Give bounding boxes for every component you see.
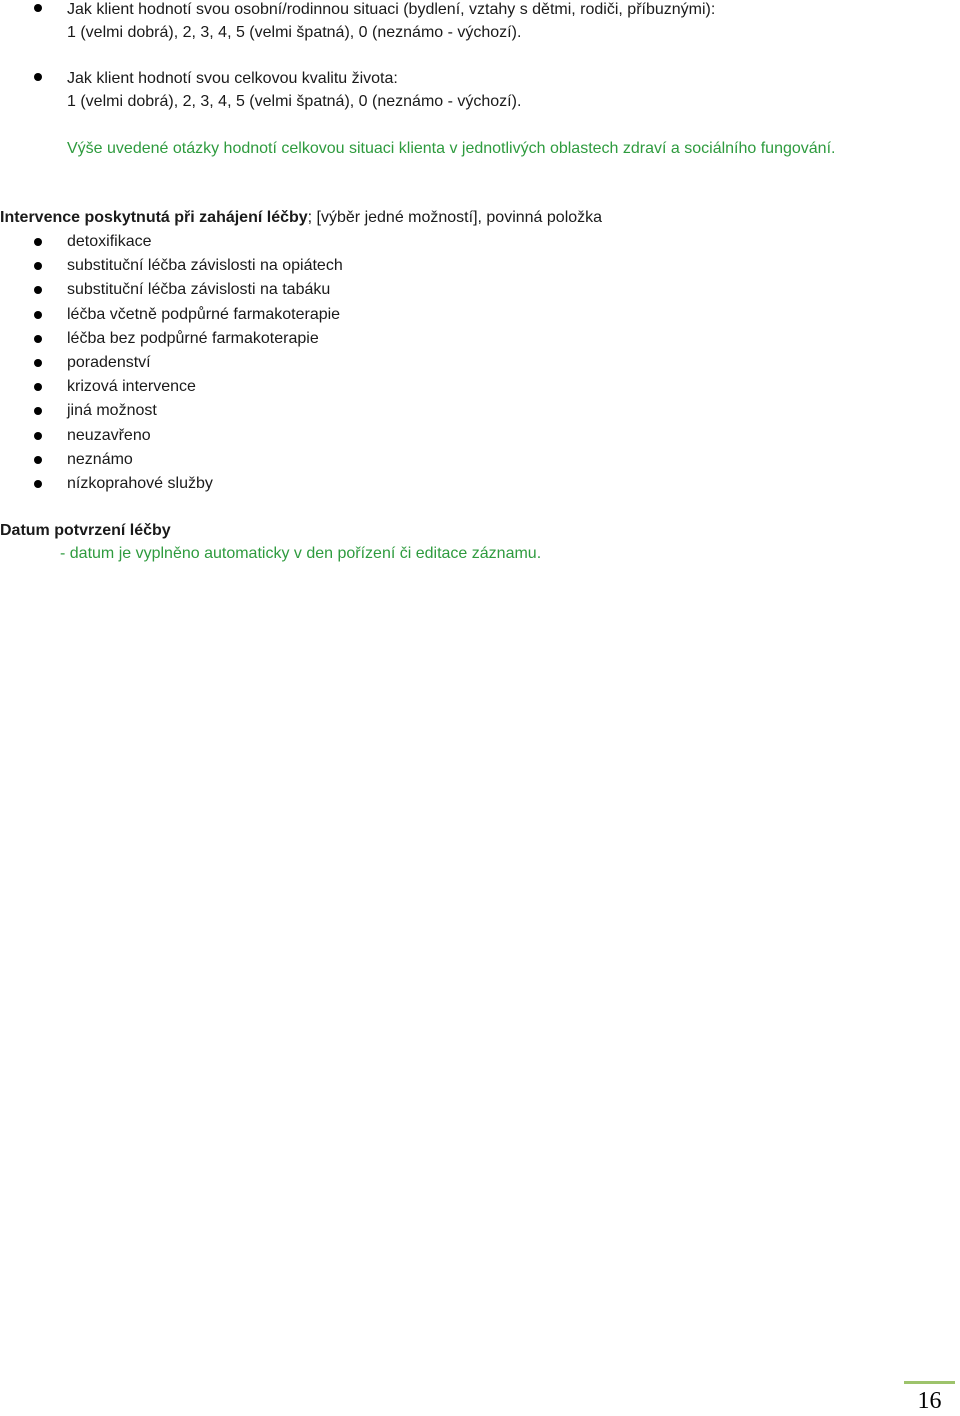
bullet-icon — [34, 480, 42, 488]
question-scale: 1 (velmi dobrá), 2, 3, 4, 5 (velmi špatná), 0 (neznámo - výchozí). — [67, 24, 522, 41]
intervention-spec: ; [výběr jedné možností], povinná položka — [307, 209, 603, 226]
question-scale: 1 (velmi dobrá), 2, 3, 4, 5 (velmi špatná), 0 (neznámo - výchozí). — [67, 93, 522, 110]
datum-heading: Datum potvrzení léčby — [0, 522, 171, 539]
list-item: jiná možnost — [0, 399, 343, 423]
bullet-icon — [34, 359, 42, 367]
bullet-icon — [34, 383, 42, 391]
bullet-icon — [34, 238, 42, 246]
question-text: Jak klient hodnotí svou osobní/rodinnou situaci (bydlení, vztahy s dětmi, rodiči, příbuznými): — [67, 1, 716, 18]
page-number-rule — [904, 1381, 955, 1384]
list-item: substituční léčba závislosti na opiátech — [0, 254, 343, 278]
questions-note: Výše uvedené otázky hodnotí celkovou situaci klienta v jednotlivých oblastech zdraví a sociálního fungování. — [67, 140, 836, 157]
bullet-icon — [34, 73, 42, 81]
list-item: léčba včetně podpůrné farmakoterapie — [0, 303, 343, 327]
list-item: detoxifikace — [0, 230, 343, 254]
list-item: neuzavřeno — [0, 424, 343, 448]
list-item: nízkoprahové služby — [0, 472, 343, 496]
page-number: 16 — [917, 1388, 942, 1414]
intervention-heading — [0, 206, 602, 230]
bullet-icon — [34, 432, 42, 440]
list-item: léčba bez podpůrné farmakoterapie — [0, 327, 343, 351]
bullet-icon — [34, 456, 42, 464]
bullet-icon — [34, 4, 42, 12]
list-item: neznámo — [0, 448, 343, 472]
bullet-icon — [34, 407, 42, 415]
bullet-icon — [34, 262, 42, 270]
question-text: Jak klient hodnotí svou celkovou kvalitu života: — [67, 70, 398, 87]
bullet-icon — [34, 311, 42, 319]
question-quality-of-life — [0, 67, 940, 113]
intervention-options — [0, 230, 343, 496]
bullet-icon — [34, 286, 42, 294]
intervention-title: Intervence poskytnutá při zahájení léčby — [0, 209, 308, 226]
list-item: substituční léčba závislosti na tabáku — [0, 278, 343, 302]
list-item: poradenství — [0, 351, 343, 375]
question-personal-situation — [0, 0, 940, 44]
datum-note: - datum je vyplněno automaticky v den pořízení či editace záznamu. — [60, 545, 542, 562]
bullet-icon — [34, 335, 42, 343]
list-item: krizová intervence — [0, 375, 343, 399]
